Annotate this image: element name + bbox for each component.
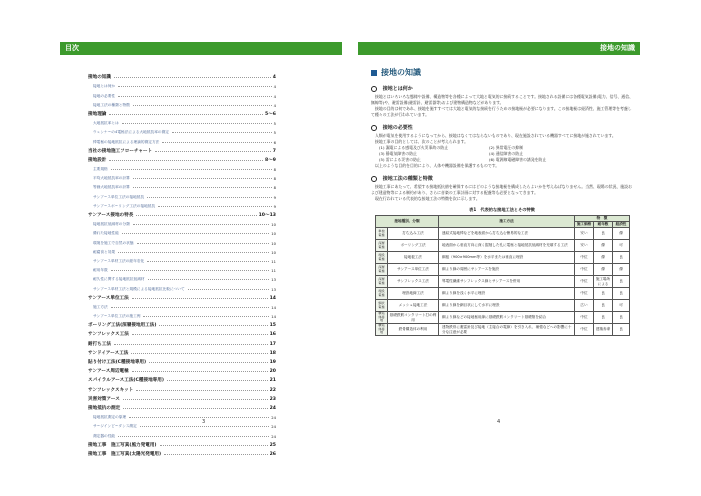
toc-entry[interactable]	[88, 108, 276, 117]
toc-entry[interactable]	[88, 328, 276, 337]
table-caption: 表1 代表的な接地工法とその特徴	[469, 207, 535, 212]
toc-entry-page: 17	[269, 341, 276, 347]
toc-entry[interactable]	[88, 163, 276, 172]
table-row	[376, 264, 630, 276]
column-header: 接地種別、分類	[376, 216, 439, 228]
table-cell-life: 建築寿命	[594, 324, 613, 336]
table-cell-type: 打ち込み工法	[388, 228, 439, 240]
dot-leader	[140, 426, 270, 427]
table-cell-group: 深層電極	[376, 276, 388, 288]
toc-entry-title: 接地理論	[88, 111, 107, 117]
dot-leader	[147, 197, 271, 198]
toc-entry-title: サンアース周辺電極	[88, 369, 129, 375]
toc-entry[interactable]	[88, 365, 276, 374]
table-cell-type: サンフレックス工法	[388, 276, 439, 288]
table-cell-cost: 中位	[575, 276, 594, 288]
toc-entry[interactable]	[88, 347, 276, 356]
dot-leader	[133, 187, 272, 188]
toc-entry[interactable]	[88, 172, 276, 181]
toc-entry-page: 4	[272, 75, 276, 81]
toc-entry-page: 7	[272, 148, 276, 154]
table-cell-economy: 良	[613, 276, 630, 288]
toc-entry-title: ボーリング工法(深層接地用工法)	[88, 323, 157, 329]
toc-entry-title: 接地とは何か	[93, 84, 116, 89]
toc-entry-title: サンアース単位工法	[88, 295, 129, 301]
toc-entry[interactable]	[88, 439, 276, 448]
toc-entry[interactable]	[88, 200, 276, 209]
toc-entry-page: 13	[271, 287, 276, 292]
toc-entry-title: 接地抵抗の測定	[88, 405, 121, 411]
article	[371, 67, 633, 336]
dot-leader	[133, 178, 272, 179]
toc-entry[interactable]	[88, 126, 276, 135]
dot-leader	[109, 114, 263, 115]
table-cell-group: 構造体接地	[376, 312, 388, 324]
dot-leader	[111, 169, 272, 170]
table-cell-cost: 安い	[575, 240, 594, 252]
toc-entry[interactable]	[88, 273, 276, 282]
dot-leader	[122, 233, 269, 234]
column-header: 施工方法	[439, 216, 575, 228]
table-cell-group: 深層電極	[376, 264, 388, 276]
table-cell-life: 良	[594, 300, 613, 312]
toc-entry-title: 耐久性に関する接地抵抗低減材	[93, 277, 145, 282]
toc-entry-page: 20	[269, 369, 276, 375]
toc-entry-title: 接地の知識	[88, 75, 111, 81]
toc-entry-title: サンアース接地の特長	[88, 213, 134, 218]
table-row	[376, 312, 630, 324]
toc-entry-page: 21	[269, 378, 276, 384]
dot-leader	[118, 86, 272, 87]
section-heading: 接地とは何か	[371, 85, 633, 92]
toc-entry-page: 13	[271, 278, 276, 283]
column-header: 経済性	[613, 222, 630, 228]
toc-entry-page: 23	[269, 396, 276, 402]
dot-leader	[143, 316, 269, 317]
page-number-left: 3	[202, 419, 206, 425]
table-cell-method: 銅より線などの接地極用線に基礎鉄筋コンクリート基礎筋を結合	[439, 312, 575, 324]
dot-leader	[111, 270, 270, 271]
dot-leader	[148, 279, 270, 280]
table-cell-method: 銅より線の周囲にサンアースを施設	[439, 264, 575, 276]
toc-entry-page: 15	[269, 323, 276, 329]
toc-entry-page: 9	[273, 195, 276, 200]
article-header-title: 接地の知識	[600, 44, 635, 52]
toc-entry[interactable]	[88, 402, 276, 411]
toc-entry-title: 主要規格	[93, 167, 108, 172]
toc-entry-title: 接地設計	[88, 157, 107, 163]
dot-leader	[109, 160, 263, 161]
toc-entry-page: 24	[271, 434, 276, 439]
toc-entry-title: 貼り付け工法(C種接地専用)	[88, 360, 147, 365]
table-cell-cost: 安い	[575, 228, 594, 240]
paragraph: 現在行われている代表的な接地工法の特徴を次に示します。	[375, 196, 480, 201]
table-cell-type: 基礎鉄筋コンクリート打の利用	[388, 312, 439, 324]
table-cell-economy: 良	[613, 312, 630, 324]
toc-entry-title: 環境を施工で自然の状態	[93, 240, 134, 245]
toc-entry[interactable]	[88, 411, 276, 420]
toc-entry[interactable]	[88, 89, 276, 98]
toc-entry-title: 接地工法の種類と特徴	[93, 102, 130, 107]
toc-entry[interactable]	[88, 135, 276, 144]
table-cell-economy: 可	[613, 300, 630, 312]
toc-entry-page: 8〜9	[265, 157, 276, 163]
toc-entry-page: 19	[269, 360, 276, 365]
toc-entry-page: 4	[273, 94, 276, 99]
grounding-methods-table	[375, 215, 630, 336]
toc-entry-title: サンアースボーリング工法の接地抵抗	[93, 203, 156, 208]
dot-leader	[158, 206, 272, 207]
dot-leader	[132, 371, 268, 372]
table-row	[376, 288, 630, 300]
dot-leader	[136, 390, 267, 391]
dot-leader	[123, 399, 268, 400]
toc-entry[interactable]	[88, 374, 276, 383]
toc-entry[interactable]	[88, 383, 276, 392]
dot-leader	[111, 307, 270, 308]
toc-entry-page: 10	[271, 232, 276, 237]
toc-entry-title: サンフレックスキット	[88, 387, 134, 393]
toc-entry[interactable]	[88, 190, 276, 199]
table-cell-type: 埋設地線工法	[388, 288, 439, 300]
toc-header-bar	[60, 42, 342, 55]
toc-entry[interactable]	[88, 319, 276, 328]
toc-entry-title: 優れた接地性能	[93, 231, 119, 236]
dot-leader	[188, 289, 270, 290]
table-cell-cost: 中位	[575, 264, 594, 276]
table-cell-cost: 広い	[575, 300, 594, 312]
toc-entry-page: 4	[273, 85, 276, 90]
dot-leader	[118, 96, 272, 97]
toc-entry-page: 8	[273, 177, 276, 182]
toc-entry[interactable]	[88, 246, 276, 255]
toc-entry-page: 26	[269, 451, 276, 457]
dot-leader	[147, 261, 269, 262]
toc-entry-title: スパイラルアース工法(C種接地専用)	[88, 378, 164, 384]
toc-entry-page: 5	[273, 122, 276, 127]
table-cell-life: 優	[594, 264, 613, 276]
toc-entry[interactable]	[88, 154, 276, 163]
dot-leader	[164, 454, 267, 455]
table-cell-method: 地表面から垂直方向に深く掘削した孔に電極と接地抵抗低減材を充填する工法	[439, 240, 575, 252]
table-cell-type: サンアース単位工法	[388, 264, 439, 276]
toc-entry-title: 耐腐食と効果	[93, 249, 116, 254]
toc-entry-page: 10	[271, 241, 276, 246]
toc-entry-title: 接地の必要性	[93, 93, 116, 98]
table-cell-cost: 中位	[575, 288, 594, 300]
table-row	[376, 300, 630, 312]
dot-leader	[114, 344, 268, 345]
toc-entry-page: 8	[273, 186, 276, 191]
toc-entry[interactable]	[88, 264, 276, 273]
table-cell-life: 優	[594, 252, 613, 264]
circle-bullet-icon	[371, 125, 377, 131]
toc-entry[interactable]	[88, 337, 276, 346]
dot-leader	[159, 325, 267, 326]
dot-leader	[123, 408, 267, 409]
toc-entry-page: 24	[271, 416, 276, 421]
toc-entry-title: 等価大地抵抗率の計算	[93, 185, 130, 190]
toc-entry-title: 接地工事 施工写真(太陽光発電用)	[88, 451, 162, 457]
toc-entry[interactable]	[88, 99, 276, 108]
dot-leader	[137, 243, 270, 244]
table-row	[376, 276, 630, 288]
toc-entry[interactable]	[88, 255, 276, 264]
circle-bullet-icon	[371, 176, 377, 182]
paragraph: 接地とはいろいろな態様や設備、構造物等を各種によって大地と電気的に接続することです。接地される設備には各種電気設備(電力、信号、通信、無線等)や、避雷設備(避雷針、避雷器等)および建物構造物などがあります。	[371, 94, 633, 105]
dot-leader	[122, 123, 272, 124]
toc-entry-title: サンアース単位工法の接地抵抗	[93, 194, 145, 199]
toc-entry[interactable]	[88, 420, 276, 429]
toc-header-title: 目次	[65, 44, 79, 52]
toc-entry[interactable]	[88, 393, 276, 402]
table-cell-group: 埋設電極	[376, 252, 388, 264]
table-cell-group: 構造体接地	[376, 324, 388, 336]
dot-leader	[155, 151, 271, 152]
table-of-contents	[88, 71, 276, 457]
toc-entry[interactable]	[88, 282, 276, 291]
table-cell-type: ボーリング工法	[388, 240, 439, 252]
article-title: 接地の知識	[371, 67, 633, 78]
toc-entry-title: サンフレックス工法	[88, 332, 129, 338]
dot-leader	[133, 105, 272, 106]
toc-entry-title: サンドイアース工法	[88, 350, 129, 356]
table-cell-life: 良	[594, 228, 613, 240]
table-cell-method: 導電性繊維サンフレックス線とサンアースを併用	[439, 276, 575, 288]
dot-leader	[160, 445, 268, 446]
square-bullet-icon	[371, 70, 377, 76]
paragraph: 接地工事の目的としては、次のことが考えられます。	[375, 139, 469, 144]
toc-entry-title: ウェンナーの4電極法による大地抵抗率の測定	[93, 130, 169, 135]
toc-entry-title: 当社の接地施工フローチャート	[88, 148, 153, 154]
toc-entry-page: 14	[269, 295, 276, 301]
dot-leader	[136, 215, 256, 216]
toc-entry[interactable]	[88, 71, 276, 80]
page-number-right: 4	[497, 419, 501, 425]
table-row	[376, 228, 630, 240]
dot-leader	[118, 436, 269, 437]
toc-entry[interactable]	[88, 181, 276, 190]
toc-entry-page: 9	[273, 204, 276, 209]
toc-entry-title: 平均大地抵抗率の計算	[93, 176, 130, 181]
table-cell-group: 単独電極	[376, 228, 388, 240]
table-cell-method: 建物鉄骨に避雷針及び接地（主接合の電線）を引き入れ、補強などへの影響に十分な注意が必要	[439, 324, 575, 336]
dot-leader	[132, 334, 268, 335]
table-body	[376, 228, 630, 336]
toc-entry-page: 5〜6	[265, 111, 276, 117]
list-item: (1) 漏電による感電及び火災事故の防止 (2) 異常電圧の抑制	[379, 145, 523, 150]
dot-leader	[172, 132, 272, 133]
table-cell-life: 施工場所による	[594, 276, 613, 288]
dot-leader	[167, 380, 268, 381]
toc-entry-title: サンアース単材工法と規模による接地抵抗比較について	[93, 286, 185, 291]
dot-leader	[118, 252, 269, 253]
table-cell-life: 良	[594, 312, 613, 324]
table-cell-economy: 良	[613, 288, 630, 300]
toc-entry-page: 10	[271, 250, 276, 255]
toc-entry-page: 10〜13	[258, 213, 276, 218]
section-heading: 接地工法の種類と特徴	[371, 175, 633, 182]
dot-leader	[129, 417, 269, 418]
table-row	[376, 324, 630, 336]
toc-entry[interactable]	[88, 227, 276, 236]
toc-entry-title: 接地工事 施工写真(風力発電用)	[88, 442, 157, 448]
column-header: 施工価格	[575, 222, 594, 228]
table-cell-cost: 中位	[575, 252, 594, 264]
toc-entry-title: サンアース単材工法の経年変化	[93, 258, 145, 263]
table-cell-group: 埋設電極	[376, 288, 388, 300]
toc-entry-title: 大地抵抗率とは	[93, 121, 119, 126]
table-cell-life: 良	[594, 288, 613, 300]
toc-entry[interactable]	[88, 292, 276, 301]
table-row	[376, 252, 630, 264]
toc-entry[interactable]	[88, 145, 276, 154]
dot-leader	[131, 353, 267, 354]
toc-entry[interactable]	[88, 356, 276, 365]
toc-entry-page: 24	[269, 405, 276, 411]
toc-entry-page: 25	[269, 442, 276, 448]
toc-entry-title: 接地抵抗測定の原理	[93, 415, 127, 420]
table-cell-cost: 中位	[575, 324, 594, 336]
column-header: 特 徴	[575, 216, 630, 222]
toc-entry-page: 5	[273, 131, 276, 136]
toc-entry-page: 11	[271, 269, 276, 274]
toc-entry-page: 14	[271, 305, 276, 310]
dot-leader	[149, 362, 267, 363]
table-cell-method: 銅より線を浅く水平に埋設	[439, 288, 575, 300]
table-cell-type: メッシュ接地工法	[388, 300, 439, 312]
toc-entry[interactable]	[88, 429, 276, 438]
dot-leader	[114, 77, 271, 78]
toc-entry-title: 棒電極の接地抵抗による理論的測定方法	[93, 139, 160, 144]
toc-entry-page: 4	[273, 103, 276, 108]
toc-entry-title: 災害対策アース	[88, 396, 120, 402]
toc-entry-page: 24	[271, 425, 276, 430]
table-cell-economy: 良	[613, 252, 630, 264]
dot-leader	[133, 224, 269, 225]
toc-entry-page: 14	[271, 315, 276, 320]
toc-entry-page: 6	[273, 140, 276, 145]
section-heading: 接地の必要性	[371, 124, 633, 131]
toc-entry-title: サージインピーダンス測定	[93, 424, 137, 429]
toc-entry[interactable]	[88, 80, 276, 89]
circle-bullet-icon	[371, 86, 377, 92]
article-header-bar	[358, 42, 640, 55]
toc-entry-page: 8	[273, 168, 276, 173]
table-cell-group: 深層電極	[376, 240, 388, 252]
table-cell-type: 鉄骨構造体の利用	[388, 324, 439, 336]
table-cell-group: 網状電極	[376, 300, 388, 312]
paragraph: 接地の目的は何であれ、接地を施すすべては大地と電気的な接続を行うための接地極が必要になります。この接地極は経済性、施工管理等を考慮して種々の工法が行われています。	[371, 106, 632, 117]
paragraph: 接地工事にあたって、希望する接地抵抗値を確保するにはどのような接地極を構成したらよいかを考えねばなりません。当然、現場の状況、施設および建造物等による制約があり、さらに音楽の工事計画に対する配慮等も必要となってきます。	[371, 184, 632, 195]
toc-entry-title: 施工方法	[93, 304, 108, 309]
toc-entry-page: 22	[269, 387, 276, 393]
toc-entry-page: 11	[271, 259, 276, 264]
toc-entry-title: 接地抵抗低減材の分類	[93, 222, 130, 227]
toc-entry[interactable]	[88, 310, 276, 319]
list-item: (3) 静電気障害の防止 (4) 通信障害の防止	[379, 151, 523, 156]
table-cell-economy: 可	[613, 240, 630, 252]
toc-entry-title: 測定器の性能	[93, 433, 116, 438]
toc-entry-title: 耐打ち工法	[88, 341, 111, 347]
toc-entry-page: 18	[269, 350, 276, 356]
toc-entry-title: 耐用年数	[93, 268, 108, 273]
toc-entry-page: 10	[271, 223, 276, 228]
toc-entry-page: 16	[269, 332, 276, 338]
toc-entry[interactable]	[88, 117, 276, 126]
dot-leader	[162, 142, 271, 143]
paragraph: 人類が電気を使用するようになってから、接地はなくてはならないものであり、現在施設されている機器すべてに接地が施されています。	[375, 133, 616, 138]
table-cell-economy: 優	[613, 228, 630, 240]
toc-entry[interactable]	[88, 301, 276, 310]
table-cell-method: 銅より線を網目状にして水平に埋設	[439, 300, 575, 312]
column-header: 耐年数	[594, 222, 613, 228]
table-cell-method: 銅板（900×900mm等）を水平または垂直に埋設	[439, 252, 575, 264]
table-cell-method: 連結式接地棒などを地表面から打ち込む簡易的な工法	[439, 228, 575, 240]
table-cell-type: 接地板工法	[388, 252, 439, 264]
dot-leader	[132, 298, 268, 299]
toc-entry[interactable]	[88, 218, 276, 227]
toc-entry[interactable]	[88, 236, 276, 245]
table-cell-life: 優	[594, 240, 613, 252]
table-cell-economy: 優	[613, 264, 630, 276]
paragraph: 以上のような目的を目的により、人体や機器設備を保護するものです。	[375, 163, 500, 168]
toc-entry[interactable]	[88, 448, 276, 457]
toc-entry-title: サンアース単位工法の施工例	[93, 314, 141, 319]
toc-entry[interactable]	[88, 209, 276, 218]
list-item: (5) 雷による災害の防止 (6) 電源線電磁障害の誘発を防止	[379, 157, 547, 162]
table-cell-economy: 良	[613, 324, 630, 336]
table-row	[376, 240, 630, 252]
table-cell-cost: 中位	[575, 312, 594, 324]
